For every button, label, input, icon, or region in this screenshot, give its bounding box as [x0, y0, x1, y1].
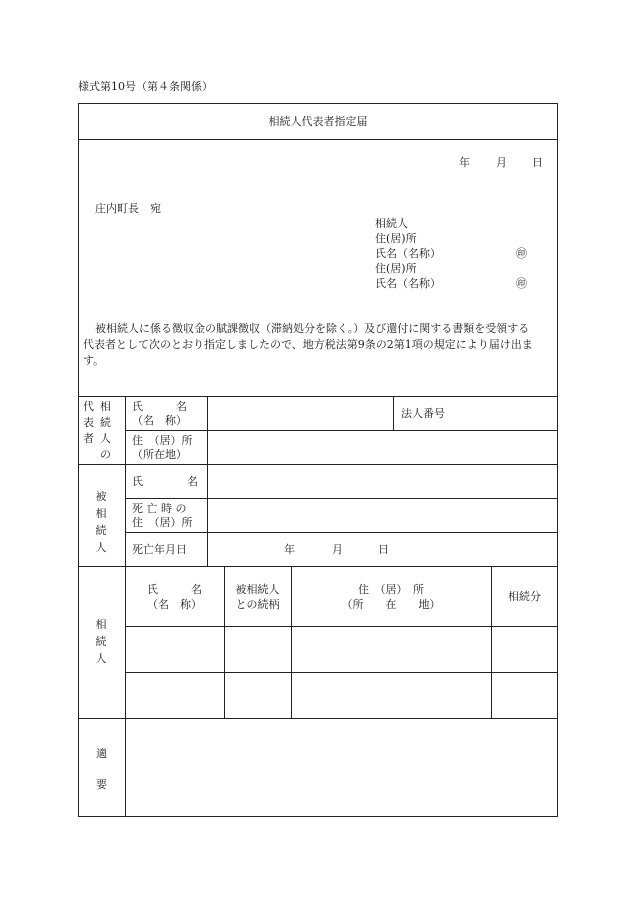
heirs-col-address-2: （所 在 地）	[341, 598, 441, 611]
representative-group-label-char: 人	[100, 432, 111, 445]
remarks-field[interactable]	[126, 719, 557, 816]
corp-number-field[interactable]	[394, 397, 557, 429]
heirs-group-label: 相続人	[95, 618, 107, 665]
divider	[125, 532, 558, 533]
heirs-col-rel-2: との続柄	[235, 598, 280, 611]
applicant-name-1: 氏名（名称）	[375, 247, 441, 260]
applicant-heading: 相続人	[375, 217, 408, 230]
rep-name-field[interactable]	[208, 397, 392, 429]
heir-address-field[interactable]	[292, 627, 490, 671]
death-day-label: 日	[378, 543, 389, 556]
deceased-address-label-2: 住 （居）所	[132, 516, 193, 529]
statement-line-3: す。	[83, 354, 105, 367]
addressee: 庄内町長 宛	[95, 202, 161, 215]
rep-address-field[interactable]	[208, 431, 557, 463]
heirs-col-address-1: 住 （居） 所	[358, 583, 424, 596]
heir-relation-field[interactable]	[225, 627, 290, 671]
representative-group-label-char: 表	[83, 416, 94, 429]
deceased-address-label-1: 死 亡 時 の	[132, 502, 187, 515]
heirs-col-rel-1: 被相続人	[235, 583, 280, 596]
seal-icon: ㊞	[516, 277, 527, 290]
corp-number-label: 法人番号	[401, 407, 445, 420]
date-year-label: 年	[459, 156, 470, 169]
heir-relation-field[interactable]	[225, 673, 290, 717]
applicant-address-1: 住(居)所	[375, 232, 417, 245]
heirs-col-name-2: （名 称）	[147, 598, 202, 611]
heirs-col-share: 相続分	[508, 590, 541, 603]
representative-group-label-char: 相	[100, 400, 111, 413]
date-day-label: 日	[532, 156, 543, 169]
heir-address-field[interactable]	[292, 673, 490, 717]
divider	[78, 139, 558, 140]
representative-group-label-char: 続	[100, 416, 111, 429]
deceased-name-field[interactable]	[208, 465, 557, 497]
heir-share-field[interactable]	[492, 673, 557, 717]
deceased-name-label: 氏 名	[132, 475, 198, 488]
seal-icon: ㊞	[516, 247, 527, 260]
deceased-address-field[interactable]	[208, 499, 557, 531]
remarks-label-1: 適	[96, 747, 107, 760]
representative-group-label-char: 代	[83, 400, 94, 413]
statement-line-2: 代表者として次のとおり指定しましたので、地方税法第9条の2第1項の規定により届け出ま	[83, 338, 533, 351]
form-title: 相続人代表者指定届	[268, 115, 368, 128]
remarks-label-2: 要	[96, 778, 107, 791]
heirs-col-name-1: 氏 名	[147, 583, 202, 596]
representative-group-label-char: の	[100, 448, 111, 461]
rep-address-label-1: 住 （居）所	[132, 434, 193, 447]
rep-name-label-2: （名 称）	[132, 414, 187, 427]
heir-share-field[interactable]	[492, 627, 557, 671]
form-number: 様式第10号（第４条関係）	[78, 80, 213, 93]
representative-group-label-char: 者	[83, 432, 94, 445]
death-date-label: 死亡年月日	[132, 543, 187, 556]
applicant-address-2: 住(居)所	[375, 262, 417, 275]
statement-line-1: 被相続人に係る徴収金の賦課徴収（滞納処分を除く。）及び還付に関する書類を受領する	[95, 322, 530, 335]
applicant-name-2: 氏名（名称）	[375, 277, 441, 290]
heir-name-field[interactable]	[126, 673, 223, 717]
death-month-label: 月	[332, 543, 343, 556]
rep-name-label-1: 氏 名	[132, 400, 187, 413]
divider	[78, 566, 558, 567]
death-year-label: 年	[284, 543, 295, 556]
deceased-group-label: 被相続人	[95, 490, 107, 554]
heir-name-field[interactable]	[126, 627, 223, 671]
rep-address-label-2: （所在地）	[132, 448, 187, 461]
date-month-label: 月	[496, 156, 507, 169]
